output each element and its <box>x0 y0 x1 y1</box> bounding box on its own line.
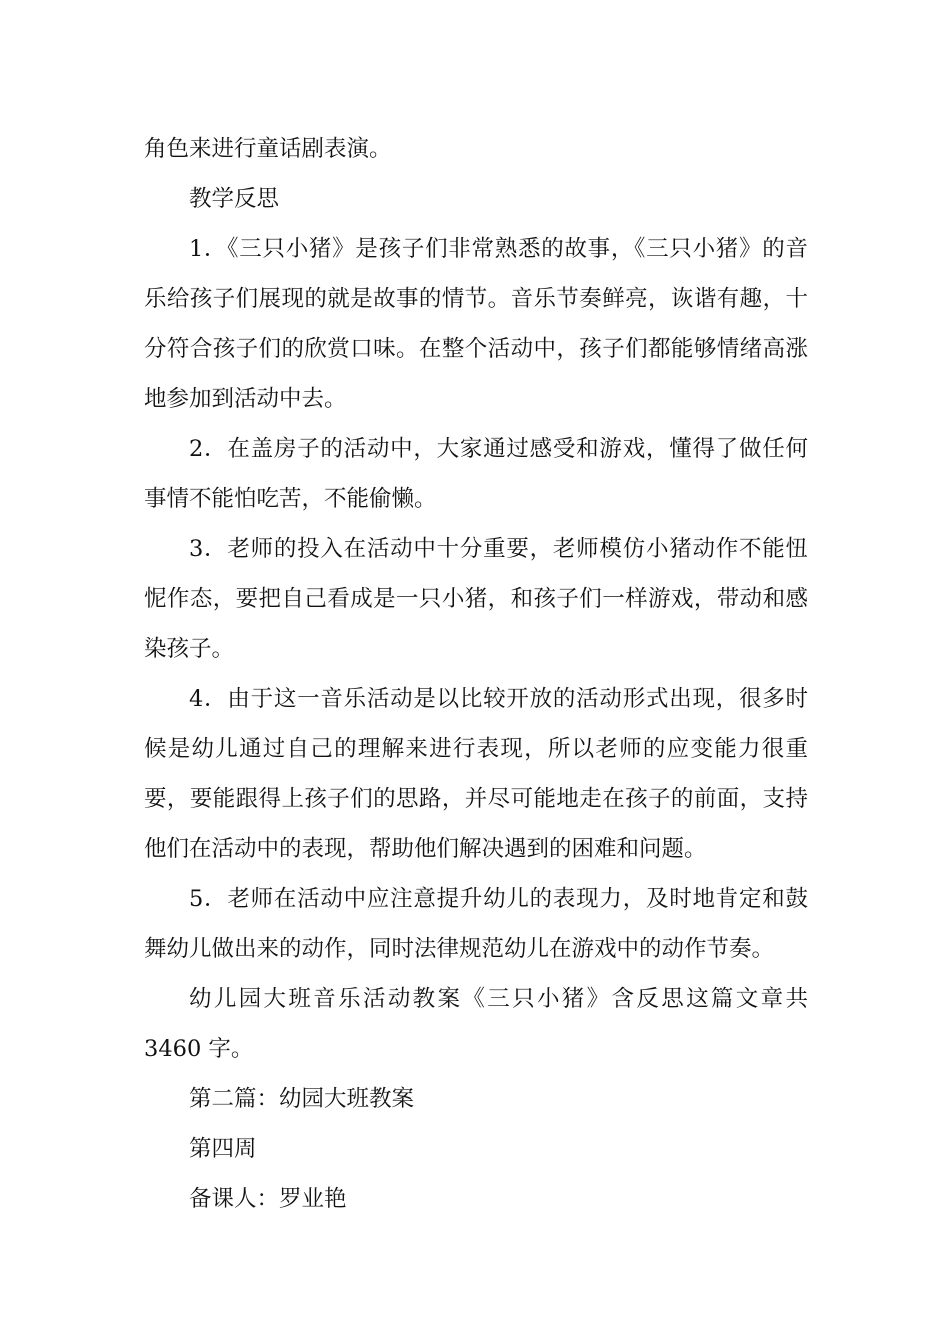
section-heading-part-two: 第二篇：幼园大班教案 <box>189 1086 415 1112</box>
section-heading-reflection: 教学反思 <box>189 186 280 212</box>
lesson-preparer: 备课人：罗业艳 <box>189 1186 347 1212</box>
week-label: 第四周 <box>189 1136 257 1162</box>
reflection-item-3: 3．老师的投入在活动中十分重要，老师模仿小猪动作不能忸怩作态，要把自己看成是一只小猪，和孩子们一样游戏，带动和感染孩子。 <box>144 536 808 662</box>
document-body <box>144 124 808 1224</box>
paragraph-continuation: 角色来进行童话剧表演。 <box>144 136 392 162</box>
reflection-item-4: 4．由于这一音乐活动是以比较开放的活动形式出现，很多时候是幼儿通过自己的理解来进行表现，所以老师的应变能力很重要，要能跟得上孩子们的思路，并尽可能地走在孩子的前面，支持他们在活动中的表现，帮助他们解决遇到的困难和问题。 <box>144 686 808 862</box>
word-count-note: 幼儿园大班音乐活动教案《三只小猪》含反思这篇文章共 3460 字。 <box>144 986 808 1062</box>
reflection-item-1: 1．《三只小猪》是孩子们非常熟悉的故事，《三只小猪》的音乐给孩子们展现的就是故事的情节。音乐节奏鲜亮，诙谐有趣，十分符合孩子们的欣赏口味。在整个活动中，孩子们都能够情绪高涨地参加到活动中去。 <box>144 236 808 412</box>
reflection-item-2: 2．在盖房子的活动中，大家通过感受和游戏，懂得了做任何事情不能怕吃苦，不能偷懒。 <box>144 436 808 512</box>
reflection-item-5: 5．老师在活动中应注意提升幼儿的表现力，及时地肯定和鼓舞幼儿做出来的动作，同时法律规范幼儿在游戏中的动作节奏。 <box>144 886 808 962</box>
